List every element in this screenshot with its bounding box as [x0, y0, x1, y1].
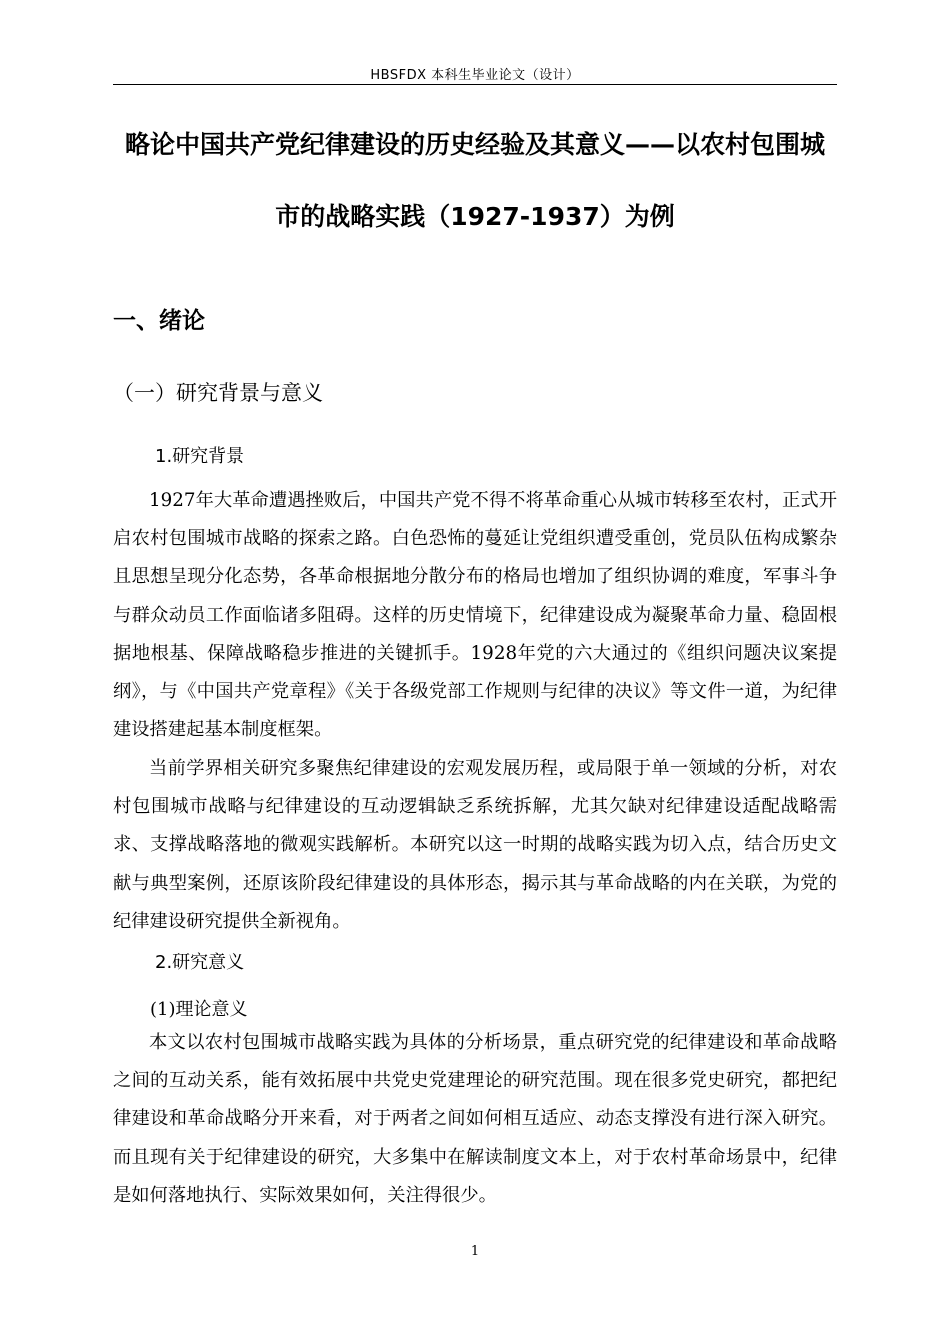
- item-heading-significance: 2.研究意义: [155, 952, 245, 973]
- page-header: HBSFDX 本科生毕业论文（设计）: [370, 68, 580, 83]
- subheading-theoretical: (1)理论意义: [150, 999, 248, 1020]
- title-line-1: 略论中国共产党纪律建设的历史经验及其意义——以农村包围城: [124, 130, 825, 159]
- paragraph-background-1: 1927年大革命遭遇挫败后，中国共产党不得不将革命重心从城市转移至农村，正式开启农村包围城市战略的探索之路。白色恐怖的蔓延让党组织遭受重创，党员队伍构成繁杂且思想呈现分化态势，各革命根据地分散分布的格局也增加了组织协调的难度，军事斗争与群众动员工作面临诸多阻碍。这样的历史情境下，纪律建设成为凝聚革命力量、稳固根据地根基、保障战略稳步推进的关键抓手。1928年党的六大通过的《组织问题决议案提纲》，与《中国共产党章程》《关于各级党部工作规则与纪律的决议》等文件一道，为纪律建设搭建起基本制度框架。: [113, 490, 837, 741]
- subsection-heading: （一）研究背景与意义: [113, 381, 323, 405]
- section-heading: 一、绪论: [113, 308, 205, 334]
- title-line-2: 市的战略实践（1927-1937）为例: [275, 202, 675, 231]
- page-number: 1: [470, 1244, 480, 1259]
- paragraph-background-2: 当前学界相关研究多聚焦纪律建设的宏观发展历程，或局限于单一领域的分析，对农村包围城市战略与纪律建设的互动逻辑缺乏系统拆解，尤其欠缺对纪律建设适配战略需求、支撑战略落地的微观实践解析。本研究以这一时期的战略实践为切入点，结合历史文献与典型案例，还原该阶段纪律建设的具体形态，揭示其与革命战略的内在关联，为党的纪律建设研究提供全新视角。: [113, 758, 837, 932]
- item-heading-background: 1.研究背景: [155, 446, 245, 467]
- paragraph-theoretical: 本文以农村包围城市战略实践为具体的分析场景，重点研究党的纪律建设和革命战略之间的互动关系，能有效拓展中共党史党建理论的研究范围。现在很多党史研究，都把纪律建设和革命战略分开来看，对于两者之间如何相互适应、动态支撑没有进行深入研究。而且现有关于纪律建设的研究，大多集中在解读制度文本上，对于农村革命场景中，纪律是如何落地执行、实际效果如何，关注得很少。: [113, 1032, 837, 1206]
- header-rule: [113, 84, 837, 85]
